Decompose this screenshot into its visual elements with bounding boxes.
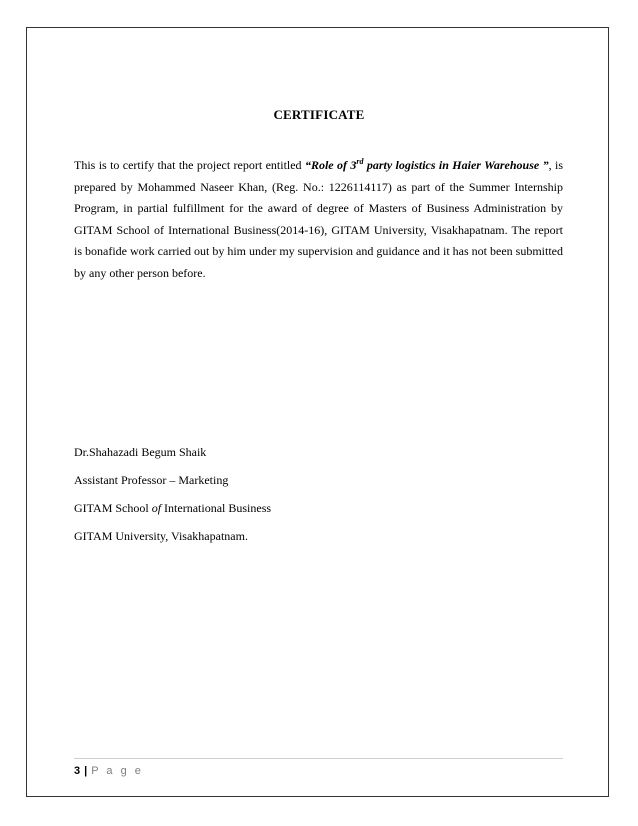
body-intro: This is to certify that the project report entitled: [74, 158, 305, 172]
report-title-superscript: rd: [356, 157, 364, 166]
signatory-school: [74, 501, 271, 516]
school-post: International Business: [161, 501, 272, 515]
signatory-name: Dr.Shahazadi Begum Shaik: [74, 445, 207, 459]
report-title-part2: party logistics in Haier Warehouse ”: [363, 158, 549, 172]
certificate-title: CERTIFICATE: [273, 107, 365, 122]
footer-separator: |: [84, 765, 88, 777]
school-of: of: [151, 501, 162, 515]
report-title-part1: “Role of 3: [304, 158, 357, 172]
school-pre: GITAM School: [74, 501, 152, 515]
page-label: P a g e: [91, 765, 144, 777]
page-number: 3: [74, 765, 81, 777]
signatory-designation: Assistant Professor – Marketing: [74, 473, 229, 487]
signatory-university: GITAM University, Visakhapatnam.: [74, 529, 248, 543]
body-rest: , is prepared by Mohammed Naseer Khan, (Reg. No.: 1226114117) as part of the Summer Internship Program, in partial fulfillment for the award of degree of Masters of Business Administration by GITAM School of International Business(2014-16), GITAM University, Visakhapatnam. The report is bonafide work carried out by him under my supervision and guidance and it has not been submitted by any other person before.: [74, 158, 563, 280]
report-title: [305, 158, 549, 172]
page-border: [26, 27, 609, 797]
certificate-body: [74, 155, 563, 285]
footer-divider: [74, 758, 563, 759]
page-footer: [74, 765, 143, 777]
